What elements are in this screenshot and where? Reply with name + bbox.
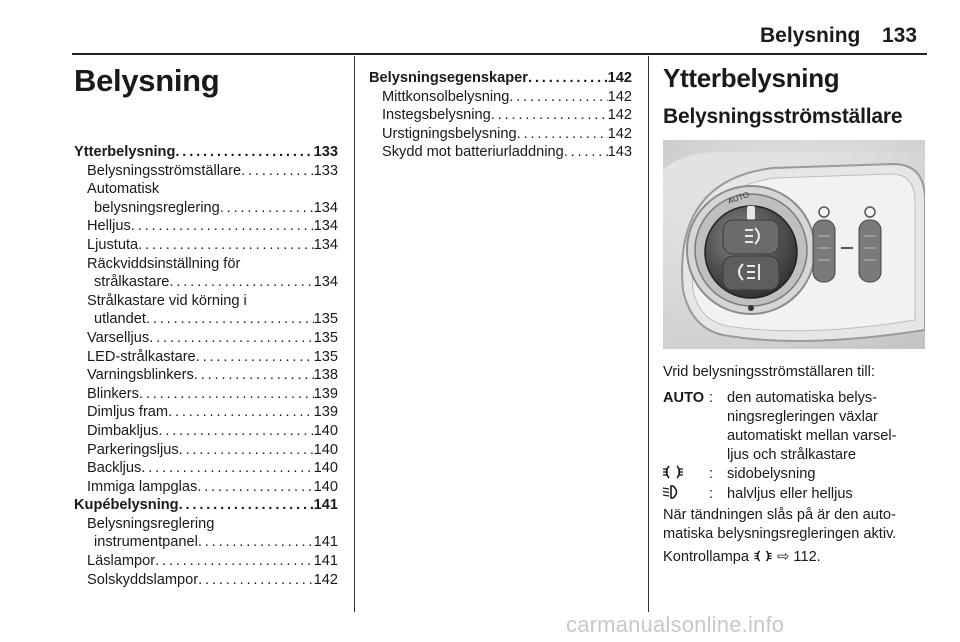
- running-header-title: Belysning: [760, 24, 861, 47]
- toc-leader-dots: [175, 143, 313, 162]
- toc-entry[interactable]: [74, 329, 338, 348]
- definition-line: ljus och strålkastare: [727, 447, 856, 463]
- toc-entry-label: Varselljus: [87, 329, 150, 346]
- toc-entry-label: LED-strålkastare: [87, 348, 196, 365]
- toc-leader-dots: [138, 236, 314, 255]
- toc-page-number: 143: [607, 144, 632, 161]
- toc-leader-dots: [149, 329, 313, 348]
- toc-page-number: 140: [313, 460, 338, 477]
- definition-value: sidobelysning: [727, 466, 816, 482]
- definition-line: ningsregleringen växlar: [727, 409, 878, 425]
- toc-page-number: 141: [313, 497, 338, 514]
- toc-leader-dots: [169, 273, 313, 292]
- section-title: Ytterbelysning: [663, 63, 840, 93]
- toc-leader-dots: [220, 199, 314, 218]
- toc-entry[interactable]: [74, 273, 338, 292]
- toc-entry-label: Läslampor: [87, 553, 156, 570]
- toc-leader-dots: [509, 88, 607, 107]
- toc-page-number: 140: [313, 422, 338, 439]
- light-switch-illustration-icon: [663, 140, 925, 349]
- toc-entry-label: Urstigningsbelysning: [382, 125, 517, 142]
- toc-page-number: 142: [607, 88, 632, 105]
- toc-page-number: 141: [313, 553, 338, 570]
- toc-entry-label: strålkastare: [94, 274, 170, 291]
- toc-entry-text: Belysningsreglering: [87, 515, 215, 532]
- toc-entry[interactable]: [74, 552, 338, 571]
- definition-value: halvljus eller helljus: [727, 486, 853, 502]
- toc-leader-dots: [131, 217, 314, 236]
- toc-entry-label: Kupébelysning: [74, 497, 179, 514]
- toc-entry[interactable]: [74, 348, 338, 367]
- paragraph-line: matiska belysningsregleringen aktiv.: [663, 526, 897, 542]
- toc-entry[interactable]: [74, 441, 338, 460]
- control-lamp-paragraph: [663, 548, 821, 567]
- header-rule: [72, 53, 927, 55]
- definition-line: automatiskt mellan varsel-: [727, 428, 897, 444]
- toc-entry[interactable]: [74, 478, 338, 497]
- definition-separator: :: [709, 466, 714, 482]
- toc-entry[interactable]: [369, 106, 632, 125]
- toc-entry[interactable]: [74, 310, 338, 329]
- toc-entry[interactable]: [74, 422, 338, 441]
- toc-entry-label: Instegsbelysning: [382, 107, 491, 124]
- toc-entry-label: Skydd mot batteriurladdning: [382, 144, 564, 161]
- toc-entry-label: Belysningsströmställare: [87, 162, 242, 179]
- toc-page-number: 134: [313, 236, 338, 253]
- headlight-icon: [663, 485, 681, 499]
- toc-entry[interactable]: [369, 88, 632, 107]
- toc-page-number: 142: [607, 70, 632, 86]
- toc-entry-text: Automatisk: [87, 181, 160, 198]
- toc-entry-text: Räckviddsinställning för: [87, 255, 241, 272]
- toc-entry-label: Blinkers: [87, 385, 139, 402]
- toc-leader-dots: [198, 571, 314, 590]
- toc-page-number: 135: [313, 348, 338, 365]
- definition-row-side-light: [663, 465, 928, 485]
- toc-page-number: 141: [313, 534, 338, 551]
- definition-key: AUTO: [663, 390, 705, 406]
- toc-page-number: 138: [313, 367, 338, 384]
- toc-entry-label: Dimljus fram: [87, 404, 169, 421]
- definition-row-headlight: [663, 485, 928, 505]
- toc-entry-label: Varningsblinkers: [87, 367, 194, 384]
- toc-entry-label: Immiga lampglas: [87, 478, 198, 495]
- toc-page-number: 133: [313, 162, 338, 179]
- page-reference-link[interactable]: 112.: [793, 549, 821, 565]
- toc-leader-dots: [168, 403, 314, 422]
- definition-value: [727, 389, 928, 465]
- chapter-title: Belysning: [74, 63, 220, 98]
- toc-page-number: 142: [607, 125, 632, 142]
- toc-entry-label: utlandet: [94, 311, 146, 328]
- toc-section-entry[interactable]: [369, 69, 632, 88]
- toc-entry-text: Strålkastare vid körning i: [87, 292, 247, 309]
- toc-entry[interactable]: [74, 533, 338, 552]
- toc-leader-dots: [517, 125, 608, 144]
- toc-entry[interactable]: [74, 217, 338, 236]
- toc-page-number: 135: [313, 311, 338, 328]
- toc-page-number: 140: [313, 478, 338, 495]
- control-lamp-text: Kontrollampa: [663, 549, 749, 565]
- toc-entry-label: instrumentpanel: [94, 534, 198, 551]
- toc-entry-label: belysningsreglering: [94, 199, 220, 216]
- toc-leader-dots: [528, 69, 608, 88]
- toc-page-number: 134: [313, 218, 338, 235]
- definition-separator: :: [709, 486, 714, 502]
- toc-leader-dots: [155, 552, 314, 571]
- toc-section-entry[interactable]: [74, 143, 338, 162]
- toc-leader-dots: [491, 106, 608, 125]
- side-light-icon: [753, 550, 773, 562]
- toc-page-number: 139: [313, 404, 338, 421]
- toc-entry[interactable]: [369, 143, 632, 162]
- toc-leader-dots: [197, 478, 313, 497]
- toc-entry-label: Ytterbelysning: [74, 144, 176, 160]
- toc-page-number: 142: [313, 571, 338, 588]
- toc-entry-label: Ljustuta: [87, 236, 139, 253]
- subsection-title: Belysningsströmställare: [663, 105, 903, 128]
- toc-page-number: 140: [313, 441, 338, 458]
- toc-entry[interactable]: [74, 162, 338, 181]
- toc-entry-label: Backljus: [87, 460, 142, 477]
- toc-entry[interactable]: [74, 459, 338, 478]
- toc-entry-label: Dimbakljus: [87, 422, 159, 439]
- toc-leader-dots: [179, 496, 314, 515]
- toc-entry-label: Belysningsegenskaper: [369, 70, 528, 86]
- toc-leader-dots: [196, 348, 314, 367]
- column-divider-2: [648, 56, 649, 612]
- running-header-page-number: 133: [882, 24, 918, 47]
- toc-leader-dots: [146, 310, 314, 329]
- toc-leader-dots: [564, 143, 608, 162]
- toc-page-number: 134: [313, 199, 338, 216]
- toc-leader-dots: [141, 459, 313, 478]
- toc-entry[interactable]: [369, 125, 632, 144]
- toc-entry[interactable]: [74, 366, 338, 385]
- toc-page-number: 135: [313, 329, 338, 346]
- toc-page-number: 142: [607, 107, 632, 124]
- headlight-icon: [663, 485, 709, 505]
- toc-entry[interactable]: [74, 403, 338, 422]
- definition-line: den automatiska belys-: [727, 390, 878, 406]
- light-switch-figure: [663, 140, 925, 349]
- definition-separator: :: [709, 390, 714, 406]
- toc-entry[interactable]: [74, 385, 338, 404]
- toc-entry[interactable]: [74, 236, 338, 255]
- column-divider-1: [354, 56, 355, 612]
- intro-text: Vrid belysningsströmställaren till:: [663, 364, 875, 380]
- page-reference-arrow-icon: ⇨: [777, 549, 790, 565]
- toc-leader-dots: [194, 366, 314, 385]
- toc-section-entry[interactable]: [74, 496, 338, 515]
- toc-entry-label: Parkeringsljus: [87, 441, 179, 458]
- toc-entry[interactable]: [74, 571, 338, 590]
- toc-page-number: 134: [313, 274, 338, 291]
- definition-list: [663, 389, 928, 505]
- svg-text:AUTO: AUTO: [726, 189, 751, 206]
- side-light-icon: [663, 465, 683, 479]
- toc-leader-dots: [198, 533, 314, 552]
- table-of-contents-left: [74, 143, 338, 589]
- definition-row-auto: [663, 389, 928, 465]
- toc-page-number: 133: [313, 144, 338, 160]
- watermark: carmanualsonline.info: [566, 612, 785, 637]
- toc-entry-label: Solskyddslampor: [87, 571, 199, 588]
- toc-leader-dots: [179, 441, 314, 460]
- table-of-contents-middle: [369, 69, 632, 162]
- toc-leader-dots: [139, 385, 314, 404]
- ignition-paragraph: [663, 506, 896, 544]
- toc-page-number: 139: [313, 385, 338, 402]
- toc-entry[interactable]: [74, 199, 338, 218]
- toc-leader-dots: [241, 162, 314, 181]
- toc-entry-label: Mittkonsolbelysning: [382, 88, 510, 105]
- toc-entry-label: Helljus: [87, 218, 131, 235]
- side-light-icon: [663, 465, 709, 485]
- paragraph-line: När tändningen slås på är den auto-: [663, 507, 896, 523]
- toc-leader-dots: [158, 422, 313, 441]
